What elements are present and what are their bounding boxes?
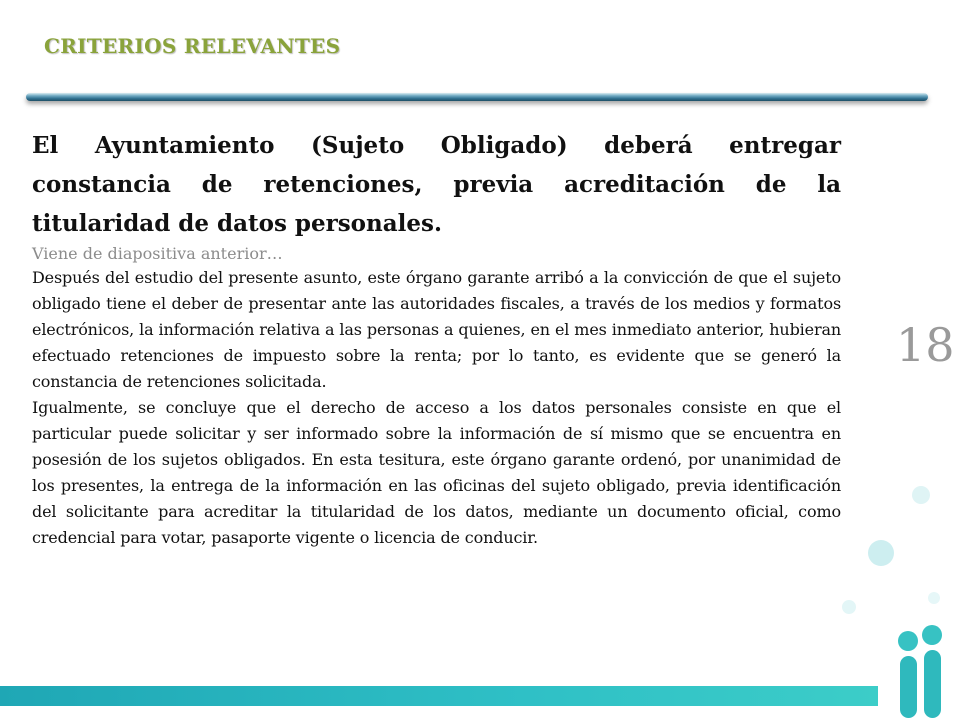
decorative-dot <box>912 486 930 504</box>
decorative-dot <box>868 540 894 566</box>
slide-number: 18 <box>896 318 955 372</box>
slide-headline: El Ayuntamiento (Sujeto Obligado) deberá entregar constancia de retenciones, previa acreditación de la titularidad de datos personales. <box>32 132 841 237</box>
continuation-note: Viene de diapositiva anterior… <box>32 244 283 263</box>
footer-bar <box>0 686 878 706</box>
decorative-dot <box>842 600 856 614</box>
decorative-dot <box>928 592 940 604</box>
logo-dot <box>898 631 918 651</box>
body-paragraph: Igualmente, se concluye que el derecho de acceso a los datos personales consiste en que el particular puede solicitar y ser informado sobre la información de sí mismo que se encuentra en posesión de los sujetos obligados. En esta tesitura, este órgano garante ordenó, por unanimidad de los presentes, la entrega de la información en las oficinas del sujeto obligado, previa identificación del solicitante para acreditar la titularidad de los datos, mediante un documento oficial, como credencial para votar, pasaporte vigente o licencia de conducir. <box>32 398 841 547</box>
header-divider <box>26 93 928 101</box>
slide-section-title: CRITERIOS RELEVANTES <box>44 34 341 58</box>
logo-stem <box>900 656 917 718</box>
body-paragraph: Después del estudio del presente asunto, este órgano garante arribó a la convicción de que el sujeto obligado tiene el deber de presentar ante las autoridades fiscales, a través de los medios y formatos electrónicos, la información relativa a las personas a quienes, en el mes inmediato anterior, hubieran efectuado retenciones de impuesto sobre la renta; por lo tanto, es evidente que se generó la constancia de retenciones solicitada. <box>32 268 841 391</box>
logo-dot <box>922 625 942 645</box>
slide-body <box>32 126 841 551</box>
logo-stem <box>924 650 941 718</box>
